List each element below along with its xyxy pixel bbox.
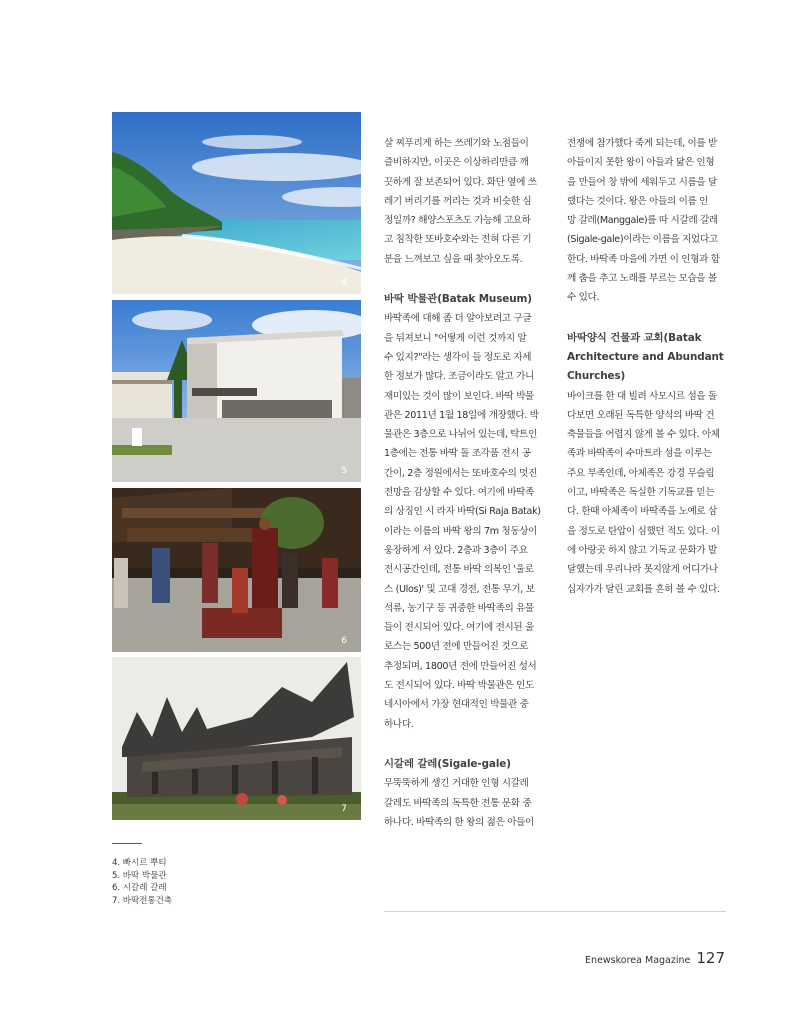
body-line: 무뚝뚝하게 생긴 거대한 인형 시갈레 bbox=[384, 778, 529, 790]
body-line: 재미있는 것이 많이 보인다. 바딱 박물 bbox=[384, 390, 534, 402]
museum-image bbox=[112, 300, 361, 482]
body-line: 하나다. bbox=[384, 718, 414, 730]
body-line: 로스는 500년 전에 만들어진 것으로 bbox=[384, 641, 528, 653]
body-line: 갈레도 바딱족의 독특한 전통 문화 중 bbox=[384, 797, 532, 809]
body-line: 께 춤을 추고 노래를 부르는 모습을 볼 bbox=[567, 273, 717, 285]
body-line: 하나다. 바딱족의 한 왕의 젊은 아들이 bbox=[384, 816, 534, 828]
body-line: 레기 버리기를 꺼리는 것과 비슷한 심 bbox=[384, 195, 532, 207]
body-line: 즐비하지만, 이곳은 이상하리만큼 깨 bbox=[384, 157, 529, 169]
body-line: 랬다는 것이다. 왕은 아들의 이름 인 bbox=[567, 195, 709, 207]
body-line: 한 정보가 많다. 조금이라도 알고 가니 bbox=[384, 371, 534, 383]
body-line: 끗하게 잘 보존되어 있다. 화단 옆에 쓰 bbox=[384, 176, 537, 188]
body-line: 수 있지?"라는 생각이 들 정도로 자세 bbox=[384, 351, 532, 363]
sigale-gale-image bbox=[112, 488, 361, 652]
magazine-name: Enewskorea Magazine bbox=[585, 955, 691, 966]
body-line: 추정되며, 1800년 전에 만들어진 성서 bbox=[384, 660, 537, 672]
body-line: 스 (Ulos)' 및 고대 경전, 전통 무기, 보 bbox=[384, 583, 535, 595]
body-line: 에 아랑곳 하지 않고 기독교 문화가 발 bbox=[567, 544, 717, 556]
body-line: (Sigale-gale)이라는 이름을 지었다고 bbox=[567, 234, 718, 246]
photo-captions bbox=[112, 857, 272, 907]
body-line: 고 침착한 또바호수와는 전혀 다른 기 bbox=[384, 234, 532, 246]
body-line: 아들이지 못한 왕이 아들과 닮은 인형 bbox=[567, 157, 715, 169]
body-line: 분을 느껴보고 싶을 때 찾아오도록. bbox=[384, 253, 523, 265]
body-line: 이고, 바딱족은 독실한 기독교를 믿는 bbox=[567, 487, 715, 499]
body-line: 살 찌푸리게 하는 쓰레기와 노점들이 bbox=[384, 138, 529, 149]
batak-house-image bbox=[112, 657, 361, 820]
page-number: 127 bbox=[696, 949, 725, 967]
caption-item: 7. 바딱전통건축 bbox=[112, 895, 173, 906]
photo-number: 7 bbox=[341, 804, 347, 814]
photo-number: 5 bbox=[341, 466, 347, 476]
body-line: 간이, 2층 정원에서는 또바호수의 멋진 bbox=[384, 467, 538, 479]
photo-batak-house bbox=[112, 657, 361, 820]
museum-heading: 바딱 박물관(Batak Museum) bbox=[384, 293, 532, 306]
caption-item: 5. 바딱 박물관 bbox=[112, 870, 167, 881]
caption-divider bbox=[112, 843, 142, 844]
caption-item: 6. 시갈레 갈레 bbox=[112, 883, 167, 893]
photo-beach bbox=[112, 112, 361, 294]
body-line: 다보면 오래된 독특한 양식의 바딱 건 bbox=[567, 409, 715, 421]
body-line: 달했는데 우리나라 못지않게 어디가나 bbox=[567, 564, 718, 576]
architecture-heading-line: Churches) bbox=[567, 370, 626, 383]
body-line: 석류, 농기구 등 귀중한 바딱족의 유물 bbox=[384, 602, 534, 614]
body-line: 전망을 감상할 수 있다. 여기에 바딱족 bbox=[384, 487, 534, 499]
body-line: 전쟁에 참가했다 죽게 되는데, 이를 받 bbox=[567, 138, 717, 149]
right-column bbox=[567, 134, 727, 599]
body-line: 들이 전시되어 있다. 여기에 전시된 울 bbox=[384, 622, 534, 634]
body-line: 네시아에서 가장 현대적인 박물관 중 bbox=[384, 699, 529, 711]
architecture-heading-line: Architecture and Abundant bbox=[567, 350, 724, 363]
body-line: 십자가가 달린 교회를 흔히 볼 수 있다. bbox=[567, 583, 720, 595]
body-line: 관은 2011년 1월 18일에 개장했다. 박 bbox=[384, 409, 539, 421]
body-line: 이라는 이름의 바딱 왕의 7m 청동상이 bbox=[384, 525, 538, 537]
photo-museum bbox=[112, 300, 361, 482]
photo-sigale-gale bbox=[112, 488, 361, 652]
body-line: 수 있다. bbox=[567, 292, 600, 304]
body-line: 전시공간인데, 전통 바딱 의복인 '울로 bbox=[384, 564, 534, 576]
body-line: 다. 한때 아체족이 바딱족을 노예로 삼 bbox=[567, 506, 717, 518]
beach-image bbox=[112, 112, 361, 294]
body-line: 바딱족에 대해 좀 더 알아보려고 구글 bbox=[384, 313, 532, 325]
body-line: 을 정도로 탄압이 심했던 적도 있다. 이 bbox=[567, 525, 720, 537]
page-footer bbox=[585, 949, 725, 967]
body-line: 정일까? 해양스포츠도 가능해 고요하 bbox=[384, 215, 531, 227]
body-line: 족과 바딱족이 수마트라 섬을 이루는 bbox=[567, 448, 712, 460]
body-line: 주요 부족인데, 아체족은 강경 무슬림 bbox=[567, 467, 715, 479]
middle-column bbox=[384, 134, 544, 832]
body-line: 물관은 3층으로 나뉘어 있는데, 탁트인 bbox=[384, 429, 538, 441]
photo-number: 4 bbox=[341, 278, 347, 288]
body-line: 도 전시되어 있다. 바딱 박물관은 인도 bbox=[384, 680, 534, 692]
sigale-heading: 시갈레 갈레(Sigale-gale) bbox=[384, 757, 511, 770]
footer-divider bbox=[384, 911, 726, 912]
body-line: 바이크를 한 대 빌려 사모시르 섬을 돌 bbox=[567, 390, 717, 402]
body-line: 한다. 바딱족 마을에 가면 이 인형과 함 bbox=[567, 253, 720, 265]
photo-number: 6 bbox=[341, 636, 347, 646]
body-line: 1층에는 전통 바딱 돌 조각품 전시 공 bbox=[384, 448, 531, 460]
architecture-heading-line: 바딱양식 건물과 교회(Batak bbox=[567, 331, 702, 344]
body-line: 축물들을 어렵지 않게 볼 수 있다. 아체 bbox=[567, 429, 720, 441]
body-line: 망 갈레(Manggale)를 따 시갈레 갈레 bbox=[567, 215, 718, 227]
caption-item: 4. 빠시르 뿌티 bbox=[112, 858, 167, 868]
body-line: 을 만들어 창 밖에 세워두고 시름을 달 bbox=[567, 176, 717, 188]
body-line: 웅장하게 서 있다. 2층과 3층이 주요 bbox=[384, 544, 528, 556]
body-line: 을 뒤져보니 "어떻게 이런 것까지 알 bbox=[384, 332, 527, 344]
body-line: 의 상징인 시 라자 바딱(Si Raja Batak) bbox=[384, 506, 541, 518]
